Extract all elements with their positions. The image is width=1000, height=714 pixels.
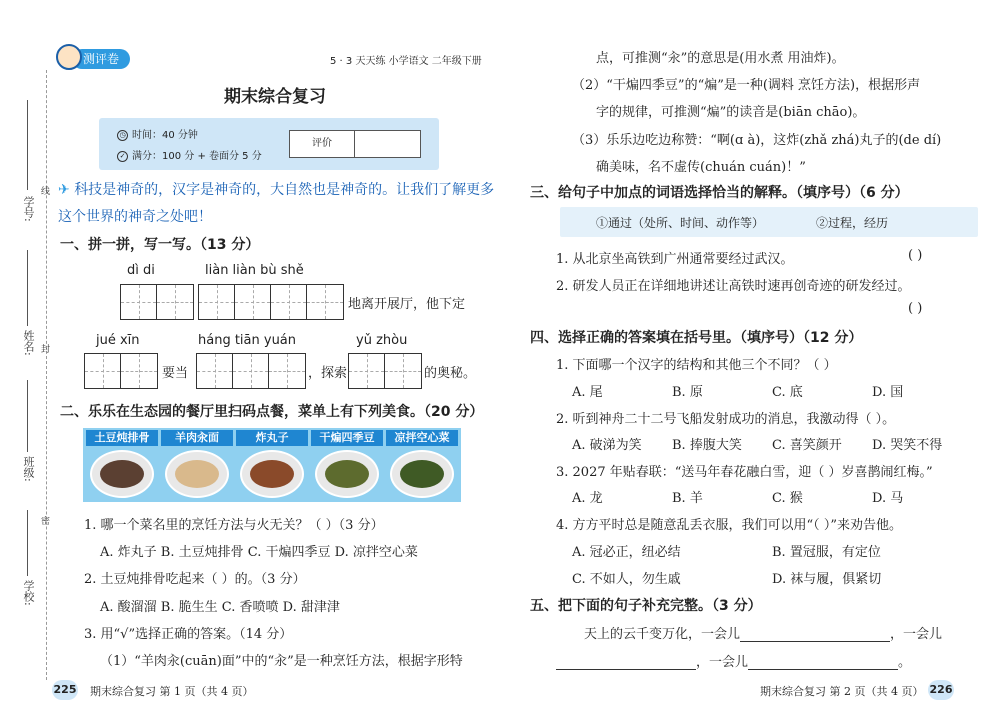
sec3-q1: 1. 从北京坐高铁到广州通常要经过武汉。 (556, 252, 794, 267)
mark-secret: 密 (39, 516, 49, 525)
blank-1[interactable] (740, 627, 890, 642)
section-2-title: 二、乐乐在生态园的餐厅里扫码点餐，菜单上有下列美食。（20 分） (60, 404, 484, 420)
line2-b: ，探索 (308, 366, 348, 381)
section-5-title: 五、把下面的句子补充完整。（3 分） (530, 598, 762, 614)
series-label: 5 · 3 天天练 小学语文 二年级下册 (330, 56, 482, 67)
sec3-q2: 2. 研发人员正在详细地讲述让高铁时速再创奇迹的研发经过。 (556, 279, 911, 294)
sec4-q1: 1. 下面哪一个汉字的结构和其他三个不同？（ ） (556, 358, 837, 373)
sec4-q3-d: D. 马 (872, 491, 904, 506)
sec4-q2-c: C. 喜笑颜开 (772, 438, 842, 453)
sec2-q3-3: （3）乐乐边吃边称赞：“啊(ɑ à)，这炸(zhǎ zhá)丸子的(de dí) (572, 133, 942, 148)
check-icon: ✓ (117, 151, 128, 162)
page-number-left: 225 (52, 680, 78, 700)
line2-c: 的奥秘。 (424, 366, 477, 381)
sec2-q3-1: （1）“羊肉汆(cuān)面”中的“汆”是一种烹饪方法，根据字形特 (100, 654, 463, 669)
sec4-q1-d: D. 国 (872, 385, 904, 400)
clock-icon: ◷ (117, 130, 128, 141)
page-title: 期末综合复习 (224, 87, 326, 107)
sec4-q1-a: A. 尾 (572, 385, 603, 400)
footer-right: 期末综合复习 第 2 页（共 4 页） (760, 685, 924, 698)
name-line (27, 250, 28, 326)
sec3-q2-answer[interactable]: ( ) (908, 301, 923, 316)
blank-3[interactable] (748, 655, 898, 670)
sec4-q1-b: B. 原 (672, 385, 703, 400)
logo-text: 测评卷 (72, 49, 130, 69)
sec4-q3: 3. 2027 年贴春联：“送马年春花融白雪，迎（ ）岁喜鹊闹红梅。” (556, 465, 933, 480)
dish-2: 羊肉汆面 (161, 430, 233, 500)
sec2-q2-options: A. 酸溜溜 B. 脆生生 C. 香喷喷 D. 甜津津 (100, 600, 340, 615)
time-text: 时间：40 分钟 (132, 130, 198, 141)
sec4-q2: 2. 听到神舟二十二号飞船发射成功的消息，我激动得（ ）。 (556, 412, 896, 427)
sec2-q3-2: （2）“干煸四季豆”的“煸”是一种(调料 烹饪方法)，根据形声 (572, 78, 921, 93)
dish-3: 炸丸子 (236, 430, 308, 500)
sec4-q2-a: A. 破涕为笑 (572, 438, 642, 453)
tianzi-grid-4[interactable] (196, 353, 306, 389)
sec2-q3-3b: 确美味，名不虚传(chuán cuán)！” (596, 160, 806, 175)
sec4-q4-c: C. 不如人，勿生戚 (572, 572, 681, 587)
dish-5: 凉拌空心菜 (386, 430, 458, 500)
rocket-icon: ✈ (58, 182, 70, 198)
sec4-q3-b: B. 羊 (672, 491, 703, 506)
menu-panel (83, 428, 461, 502)
page-number-right: 226 (928, 680, 954, 700)
line1-tail: 地离开展厅，他下定 (348, 297, 466, 312)
class-line (27, 380, 28, 452)
sec4-q4-b: B. 置冠服，有定位 (772, 545, 881, 560)
eval-box (289, 130, 421, 158)
pinyin-2: liàn liàn bù shě (205, 263, 304, 278)
sec3-q1-answer[interactable]: ( ) (908, 248, 923, 263)
student-id-label: 学号: (22, 196, 35, 222)
sec2-q1-options: A. 炸丸子 B. 土豆炖排骨 C. 干煸四季豆 D. 凉拌空心菜 (100, 545, 418, 560)
class-label: 班级: (22, 456, 35, 482)
sec4-q4-a: A. 冠必正，纽必结 (572, 545, 681, 560)
score-text: 满分：100 分 + 卷面分 5 分 (132, 151, 262, 162)
school-label: 学校: (22, 580, 35, 606)
section-3-title: 三、给句子中加点的词语选择恰当的解释。（填序号）（6 分） (530, 185, 909, 201)
sec2-q2: 2. 土豆炖排骨吃起来（ ）的。（3 分） (84, 572, 306, 587)
sec4-q1-c: C. 底 (772, 385, 803, 400)
sec2-q3-1b: 点，可推测“汆”的意思是(用水煮 用油炸)。 (596, 51, 845, 66)
sec4-q3-c: C. 猴 (772, 491, 803, 506)
sec4-q3-a: A. 龙 (572, 491, 603, 506)
blank-2[interactable] (556, 655, 696, 670)
tianzi-grid-3[interactable] (84, 353, 158, 389)
sec3-opt1: ①通过（处所、时间、动作等） (596, 216, 765, 230)
name-label: 姓名: (22, 330, 35, 356)
tianzi-grid-2[interactable] (198, 284, 344, 320)
logo (56, 44, 130, 72)
school-line (27, 510, 28, 576)
footer-left: 期末综合复习 第 1 页（共 4 页） (90, 685, 254, 698)
sec5-line1: 天上的云千变万化，一会儿 ，一会儿 (584, 627, 943, 642)
mascot-icon (56, 44, 82, 70)
intro-text: ✈ 科技是神奇的，汉字是神奇的，大自然也是神奇的。让我们了解更多这个世界的神奇之处吧！ (58, 182, 495, 225)
cut-line (46, 70, 47, 680)
info-box (99, 118, 439, 170)
sec4-q2-d: D. 哭笑不得 (872, 438, 943, 453)
pinyin-1: dì di (127, 263, 155, 278)
sec3-opt2: ②过程，经历 (816, 216, 889, 230)
line2-a: 要当 (162, 366, 189, 381)
mark-line: 线 (39, 186, 49, 195)
sec3-options (560, 207, 978, 237)
sec4-q2-b: B. 捧腹大笑 (672, 438, 742, 453)
pinyin-3: jué xīn (96, 333, 140, 348)
section-1-title: 一、拼一拼，写一写。（13 分） (60, 237, 260, 253)
dish-1: 土豆炖排骨 (86, 430, 158, 500)
tianzi-grid-1[interactable] (120, 284, 194, 320)
student-id-line (27, 100, 28, 190)
mark-seal: 封 (39, 344, 49, 353)
section-4-title: 四、选择正确的答案填在括号里。（填序号）（12 分） (530, 330, 863, 346)
sec2-q3-2b: 字的规律，可推测“煸”的读音是(biān chāo)。 (596, 105, 866, 120)
eval-label: 评价 (290, 131, 355, 157)
tianzi-grid-5[interactable] (348, 353, 422, 389)
sec4-q4-d: D. 袜与履，俱紧切 (772, 572, 882, 587)
sec5-line2: ，一会儿 。 (556, 651, 911, 670)
sec4-q4: 4. 方方平时总是随意乱丢衣服，我们可以用“（ ）”来劝告他。 (556, 518, 902, 533)
dish-4: 干煸四季豆 (311, 430, 383, 500)
sec2-q1: 1. 哪一个菜名里的烹饪方法与火无关？（ ）（3 分） (84, 518, 384, 533)
sec2-q3: 3. 用“√”选择正确的答案。（14 分） (84, 627, 293, 642)
pinyin-5: yǔ zhòu (356, 333, 408, 348)
pinyin-4: háng tiān yuán (198, 333, 297, 348)
binding-strip (0, 0, 52, 714)
